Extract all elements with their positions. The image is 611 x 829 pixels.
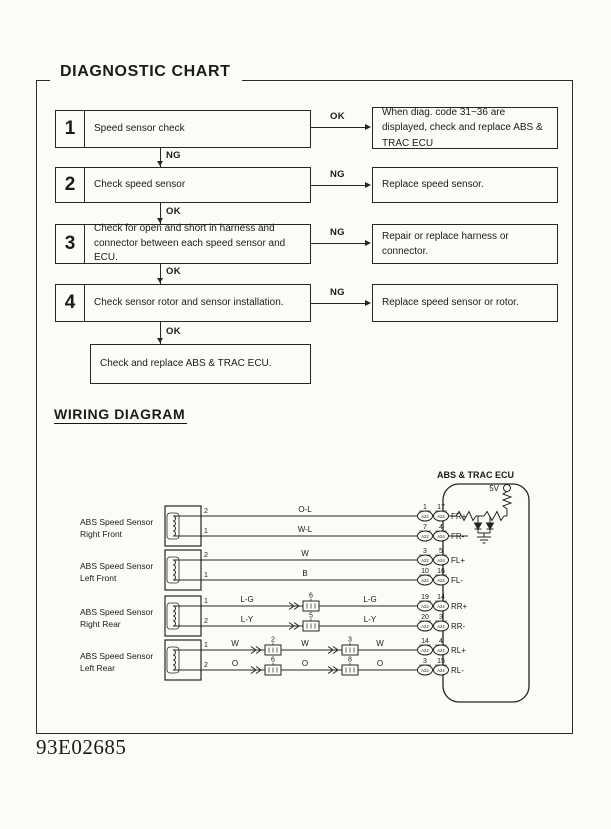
inline-connector-number: 6 <box>271 656 275 664</box>
connector-code: A24 <box>437 578 445 583</box>
ecu-pin-number: 3 <box>423 658 427 665</box>
down-label-2: OK <box>166 206 181 217</box>
down-label-1: NG <box>166 150 181 161</box>
pin-number: 1 <box>204 642 208 649</box>
step-number-3: 3 <box>56 225 85 263</box>
connector-code: A22 <box>421 624 429 629</box>
sensor-pos-rr: Right Rear <box>80 619 121 629</box>
wire-color-label: L-Y <box>240 615 254 624</box>
step-number-4: 4 <box>56 285 85 321</box>
connector-code: A24 <box>437 648 445 653</box>
step-text-1: Speed sensor check <box>94 122 185 134</box>
branch-label-1: OK <box>330 111 345 122</box>
wiring-diagram <box>40 460 580 722</box>
inline-connector-number: 3 <box>348 636 352 644</box>
wire-color-label: O <box>301 659 309 668</box>
wire-color-label: O <box>231 659 239 668</box>
wire-color-label: O-L <box>298 505 312 514</box>
pin-number: 1 <box>204 572 208 579</box>
sensor-pos-lf: Left Front <box>80 573 117 583</box>
down-label-3: OK <box>166 266 181 277</box>
step-number-1: 1 <box>56 111 85 147</box>
ecu-pin-number: 3 <box>439 614 443 621</box>
wire-color-label: L-G <box>240 595 254 604</box>
wire-color-label: W <box>231 639 239 648</box>
wire-color-label: W <box>301 549 309 558</box>
ecu-terminal: RL+ <box>451 646 466 655</box>
supply-node-icon <box>504 485 511 492</box>
connector-code: A22 <box>421 534 429 539</box>
down-arrow-3 <box>157 278 163 283</box>
ecu-pin-number: 15 <box>437 658 445 665</box>
result-box-2: Replace speed sensor. <box>372 167 558 203</box>
supply-label: 5V <box>489 484 499 493</box>
ground-icon <box>477 537 491 543</box>
inline-connector-number: 5 <box>309 612 313 620</box>
connector-code: A24 <box>437 558 445 563</box>
sensor-name-rf: ABS Speed Sensor <box>80 517 154 527</box>
connector-code: A22 <box>421 648 429 653</box>
ecu-terminal: RR- <box>451 622 466 631</box>
connector-code: A22 <box>421 514 429 519</box>
inline-connector-number: 6 <box>309 592 313 600</box>
branch-label-4: NG <box>330 287 345 298</box>
sensor-name-lf: ABS Speed Sensor <box>80 561 154 571</box>
resistor-icon <box>484 512 504 521</box>
branch-arrow-2 <box>365 182 371 188</box>
flow-step-3 <box>55 224 311 264</box>
ecu-pin-number: 14 <box>421 638 429 645</box>
connector-code: A24 <box>437 514 445 519</box>
connector-code: A24 <box>437 534 445 539</box>
ecu-terminal: FR- <box>451 532 465 541</box>
connector-code: A22 <box>421 604 429 609</box>
ecu-pin-number: 19 <box>421 594 429 601</box>
ecu-pin-number: 7 <box>423 524 427 531</box>
ecu-pin-number: 4 <box>439 524 443 531</box>
wire-color-label: L-G <box>363 595 377 604</box>
sensor-right-rear-symbol <box>165 596 201 636</box>
connector-code: A22 <box>421 668 429 673</box>
ecu-pin-number: 1 <box>423 504 427 511</box>
wire-color-label: W <box>376 639 384 648</box>
branch-line-1 <box>311 127 366 128</box>
down-arrow-1 <box>157 161 163 166</box>
branch-line-4 <box>311 303 366 304</box>
down-label-4: OK <box>166 326 181 337</box>
ecu-label: ABS & TRAC ECU <box>437 470 515 480</box>
branch-label-2: NG <box>330 169 345 180</box>
sensor-left-rear-symbol <box>165 640 201 680</box>
wire-color-label: O <box>376 659 384 668</box>
sensor-pos-lr: Left Rear <box>80 663 115 673</box>
flow-step-2 <box>55 167 311 203</box>
step-number-2: 2 <box>56 168 85 202</box>
connector-code: A22 <box>421 578 429 583</box>
flow-step-4 <box>55 284 311 322</box>
diode-icon <box>487 523 494 529</box>
ecu-terminal: FL- <box>451 576 463 585</box>
sensor-right-front-symbol <box>165 506 201 546</box>
branch-arrow-4 <box>365 300 371 306</box>
final-step-box: Check and replace ABS & TRAC ECU. <box>90 344 311 384</box>
step-text-2: Check speed sensor <box>94 178 186 190</box>
pin-number: 2 <box>204 662 208 669</box>
pin-number: 1 <box>204 528 208 535</box>
sensor-name-lr: ABS Speed Sensor <box>80 651 154 661</box>
ecu-pin-number: 16 <box>437 568 445 575</box>
ecu-terminal: RR+ <box>451 602 468 611</box>
ecu-terminal: FL+ <box>451 556 466 565</box>
branch-label-3: NG <box>330 227 345 238</box>
branch-arrow-1 <box>365 124 371 130</box>
inline-connector-number: 2 <box>271 636 275 644</box>
result-box-3: Repair or replace harness or connector. <box>372 224 558 264</box>
branch-line-3 <box>311 243 366 244</box>
ecu-pin-number: 17 <box>437 504 445 511</box>
wire-color-label: W <box>301 639 309 648</box>
pin-number: 2 <box>204 618 208 625</box>
ecu-pin-number: 3 <box>423 548 427 555</box>
pin-number: 2 <box>204 508 208 515</box>
inline-connector-number: 8 <box>348 656 352 664</box>
connector-code: A24 <box>437 604 445 609</box>
page-code: 93E02685 <box>36 735 127 759</box>
resistor-vertical-icon <box>503 492 511 517</box>
ecu-pin-number: 5 <box>439 548 443 555</box>
ecu-pin-number: 14 <box>437 594 445 601</box>
connector-code: A22 <box>421 558 429 563</box>
pin-number: 1 <box>204 598 208 605</box>
branch-line-2 <box>311 185 366 186</box>
sensor-name-rr: ABS Speed Sensor <box>80 607 154 617</box>
ecu-pin-number: 4 <box>439 638 443 645</box>
step-text-3: Check for open and short in harness and connector between each speed sensor and ECU. <box>94 223 286 264</box>
result-box-1: When diag. code 31~36 are displayed, check and replace ABS & TRAC ECU <box>372 107 558 149</box>
diode-icon <box>475 523 482 529</box>
branch-arrow-3 <box>365 240 371 246</box>
sensor-pos-rf: Right Front <box>80 529 123 539</box>
flow-step-1 <box>55 110 311 148</box>
pin-number: 2 <box>204 552 208 559</box>
ecu-terminal: RL- <box>451 666 464 675</box>
wire-color-label: B <box>302 569 308 578</box>
wiring-diagram-title: WIRING DIAGRAM <box>54 406 186 422</box>
connector-code: A24 <box>437 668 445 673</box>
diagnostic-chart-title: DIAGNOSTIC CHART <box>50 63 242 81</box>
step-text-4: Check sensor rotor and sensor installation. <box>94 296 284 308</box>
connector-code: A24 <box>437 624 445 629</box>
wire-color-label: W-L <box>297 525 313 534</box>
wire-color-label: L-Y <box>363 615 377 624</box>
down-arrow-4 <box>157 338 163 343</box>
sensor-left-front-symbol <box>165 550 201 590</box>
ecu-pin-number: 10 <box>421 568 429 575</box>
ecu-pin-number: 20 <box>421 614 429 621</box>
result-box-4: Replace speed sensor or rotor. <box>372 284 558 322</box>
ecu-terminal: FR+ <box>451 512 467 521</box>
